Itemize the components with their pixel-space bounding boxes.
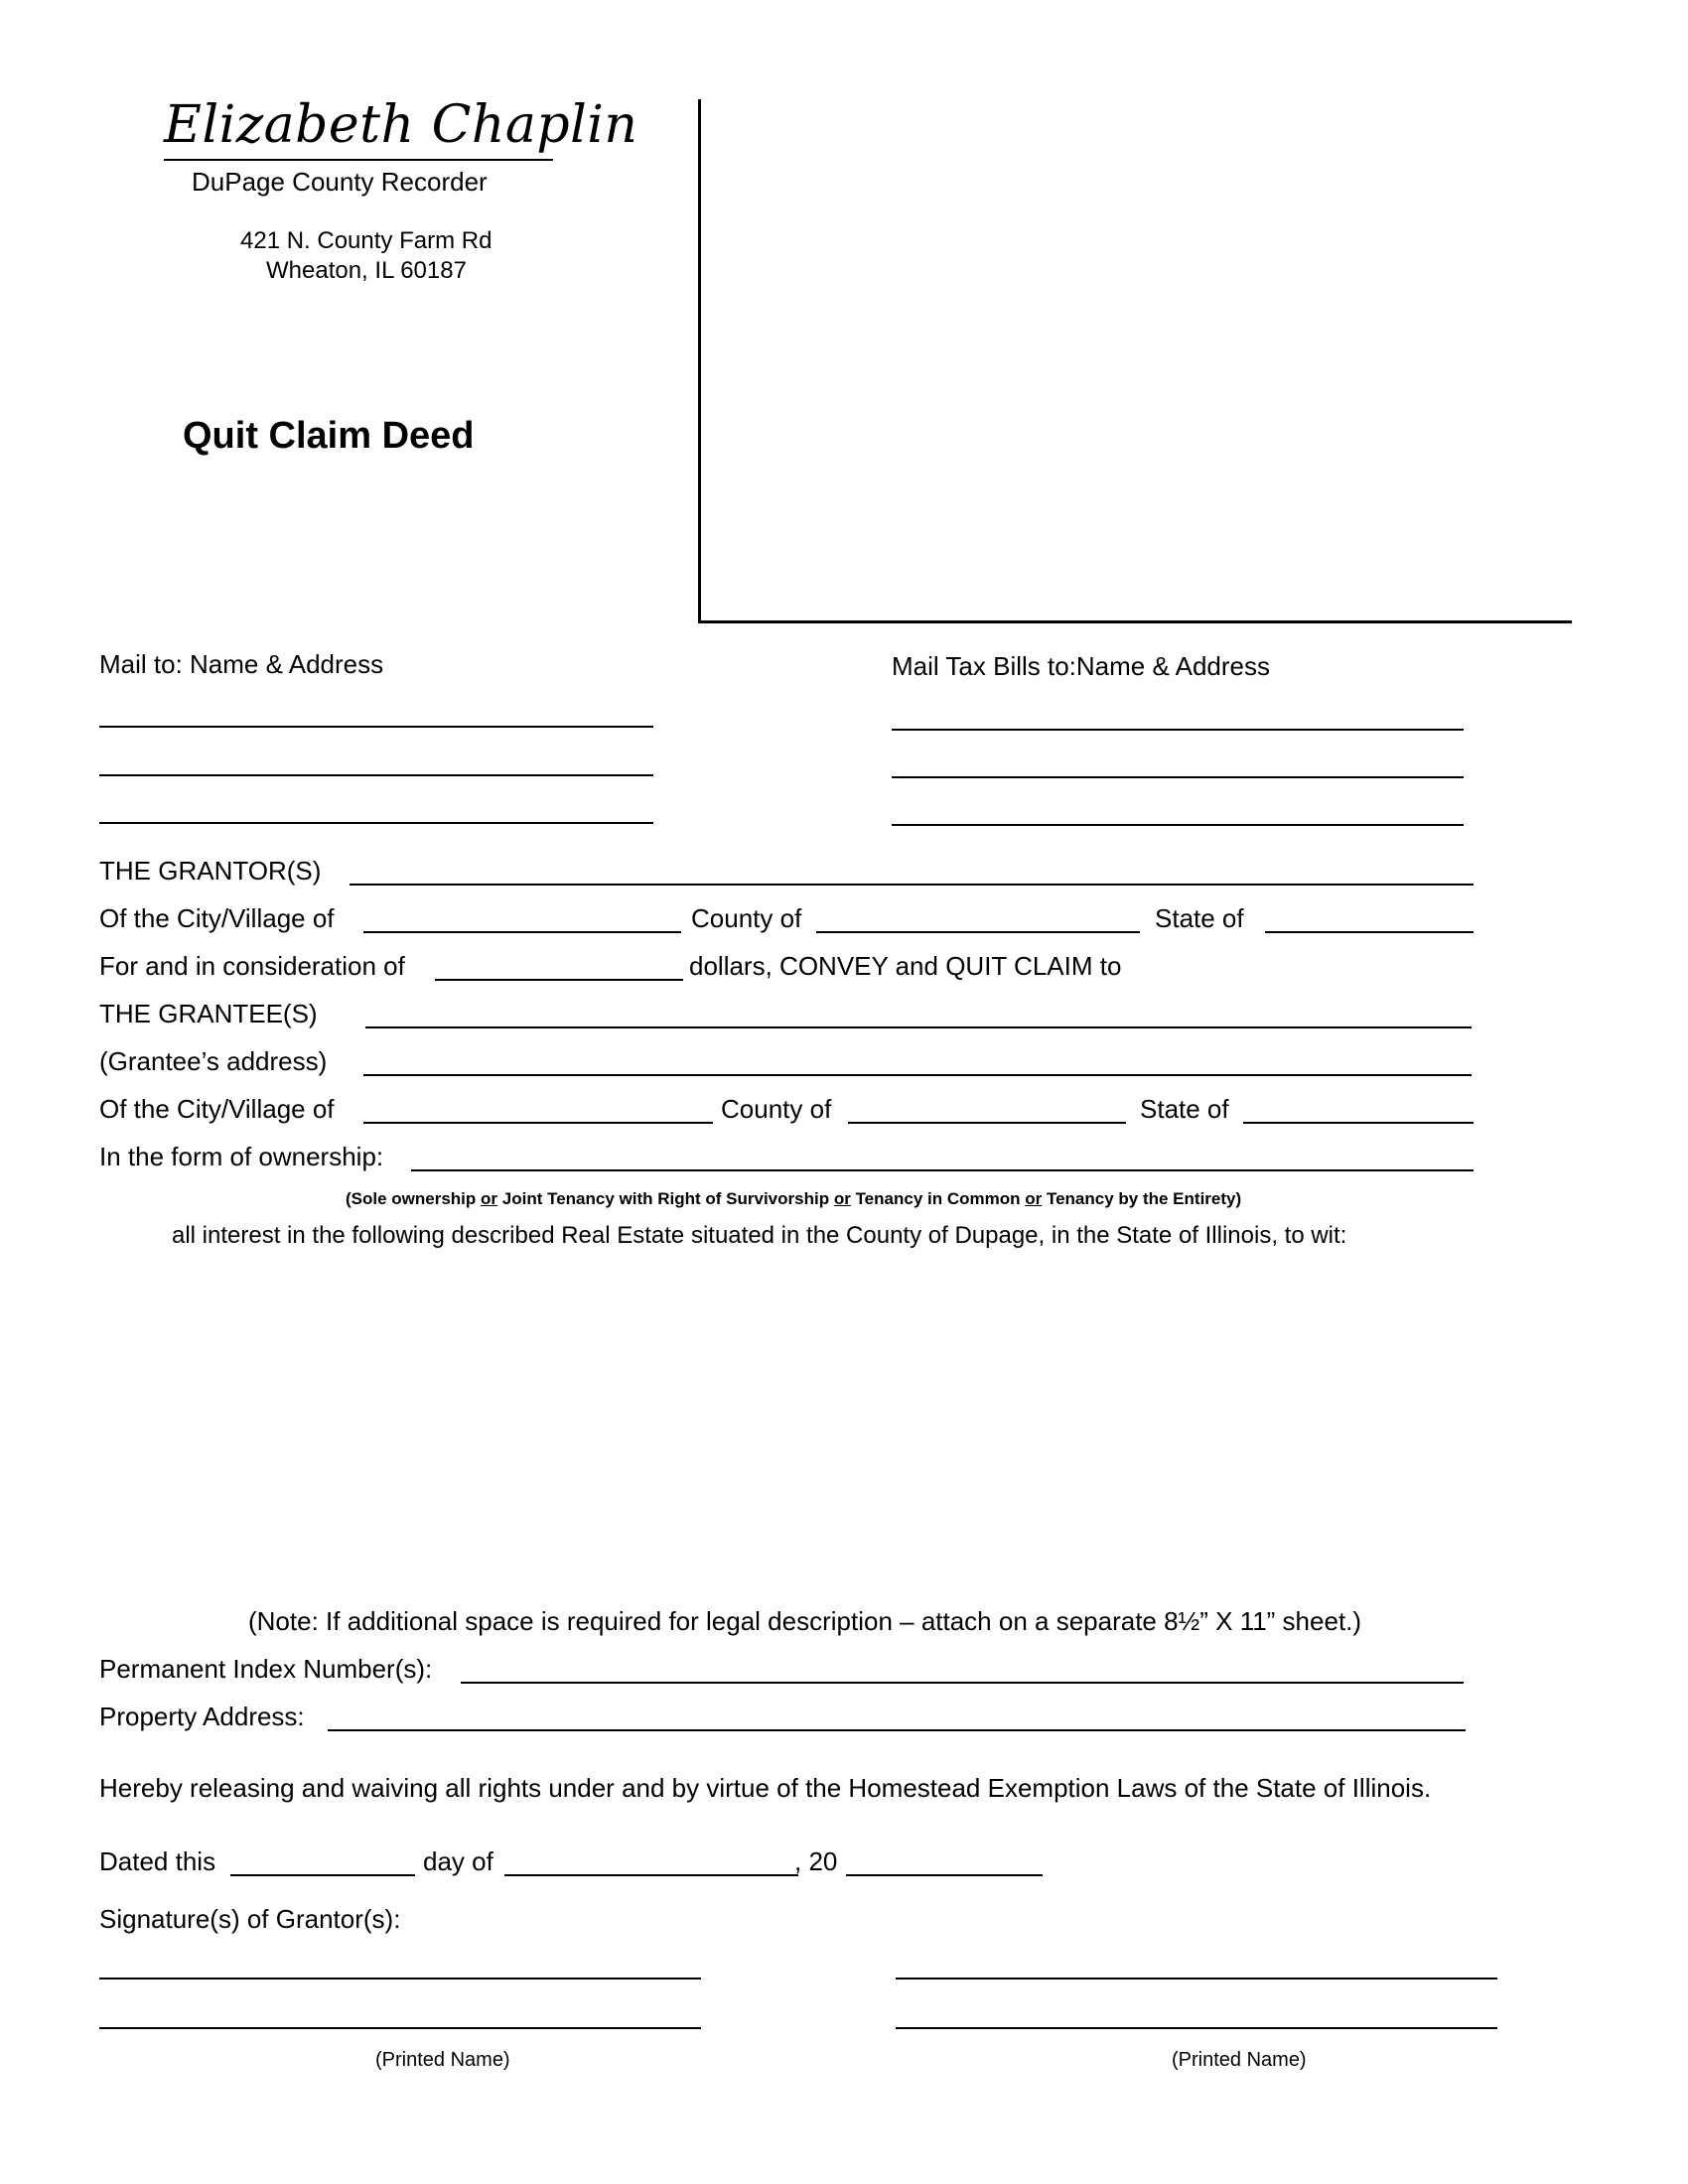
grantee-state-label: State of [1140,1094,1229,1124]
printed-name-caption-1: (Printed Name) [375,2049,510,2071]
grantor-printed-name-line-1[interactable] [99,2027,701,2029]
document-title: Quit Claim Deed [183,415,475,457]
grantor-label: THE GRANTOR(S) [99,856,322,886]
convey-text: dollars, CONVEY and QUIT CLAIM to [689,951,1122,981]
ownership-or-1: or [481,1189,498,1208]
dated-month-field[interactable] [504,1874,798,1876]
grantee-city-label: Of the City/Village of [99,1094,335,1124]
mail-to-line-2[interactable] [99,774,653,776]
dated-year-field[interactable] [846,1874,1043,1876]
mail-to-label: Mail to: Name & Address [99,649,384,679]
ownership-option-joint: Joint Tenancy with Right of Survivorship [501,1189,830,1208]
ownership-options [346,1189,1241,1209]
grantor-county-field[interactable] [816,931,1140,933]
grantee-county-field[interactable] [848,1122,1126,1124]
property-address-label: Property Address: [99,1702,305,1731]
grantor-field[interactable] [350,884,1474,886]
mail-tax-line-1[interactable] [892,729,1464,731]
ownership-label: In the form of ownership: [99,1142,384,1171]
grantor-signature-line-2[interactable] [896,1978,1497,1979]
recorder-name-underline [164,159,553,161]
grantee-city-field[interactable] [363,1122,713,1124]
recorder-title: DuPage County Recorder [192,167,488,197]
grantor-city-label: Of the City/Village of [99,903,335,933]
mail-to-line-3[interactable] [99,822,653,824]
property-address-field[interactable] [328,1729,1466,1731]
grantee-state-field[interactable] [1243,1122,1474,1124]
recorder-address-line2: Wheaton, IL 60187 [266,257,467,284]
grantee-address-field[interactable] [363,1074,1472,1076]
legal-description-area[interactable] [99,1261,1474,1578]
ownership-option-sole: (Sole ownership [346,1189,477,1208]
printed-name-caption-2: (Printed Name) [1172,2049,1307,2071]
grantor-county-label: County of [691,903,802,933]
consideration-amount-field[interactable] [435,979,683,981]
grantee-county-label: County of [721,1094,832,1124]
dated-day-field[interactable] [230,1874,415,1876]
ownership-field[interactable] [411,1169,1474,1171]
pin-label: Permanent Index Number(s): [99,1654,433,1684]
grantor-state-label: State of [1155,903,1244,933]
grantee-address-label: (Grantee’s address) [99,1046,328,1076]
grantor-signature-line-1[interactable] [99,1978,701,1979]
signature-label: Signature(s) of Grantor(s): [99,1904,401,1934]
mail-tax-line-3[interactable] [892,824,1464,826]
day-of-label: day of [423,1846,493,1876]
year-prefix: , 20 [794,1846,838,1876]
mail-tax-bills-label: Mail Tax Bills to:Name & Address [892,651,1270,681]
homestead-waiver-text: Hereby releasing and waiving all rights under and by virtue of the Homestead Exemption Laws of the State of Illinois. [99,1773,1432,1803]
mail-tax-line-2[interactable] [892,776,1464,778]
grantor-printed-name-line-2[interactable] [896,2027,1497,2029]
recording-box-bottom-border [698,620,1572,623]
consideration-label: For and in consideration of [99,951,405,981]
dated-label: Dated this [99,1846,216,1876]
ownership-option-common: Tenancy in Common [855,1189,1021,1208]
real-estate-text: all interest in the following described Real Estate situated in the County of Dupage, in the State of Illinois, to wit: [172,1222,1347,1249]
ownership-or-2: or [833,1189,851,1208]
grantee-field[interactable] [365,1026,1472,1028]
recorder-signature-name: Elizabeth Chaplin [164,95,638,155]
legal-description-note: (Note: If additional space is required for legal description – attach on a separate 8½” X 11” sheet.) [248,1606,1362,1636]
grantor-city-field[interactable] [363,931,681,933]
grantee-label: THE GRANTEE(S) [99,999,318,1028]
ownership-or-3: or [1025,1189,1043,1208]
recorder-address-line1: 421 N. County Farm Rd [240,227,492,254]
pin-field[interactable] [461,1682,1464,1684]
recording-box-left-border [698,99,701,623]
ownership-option-entirety: Tenancy by the Entirety) [1046,1189,1242,1208]
mail-to-line-1[interactable] [99,726,653,728]
grantor-state-field[interactable] [1265,931,1474,933]
